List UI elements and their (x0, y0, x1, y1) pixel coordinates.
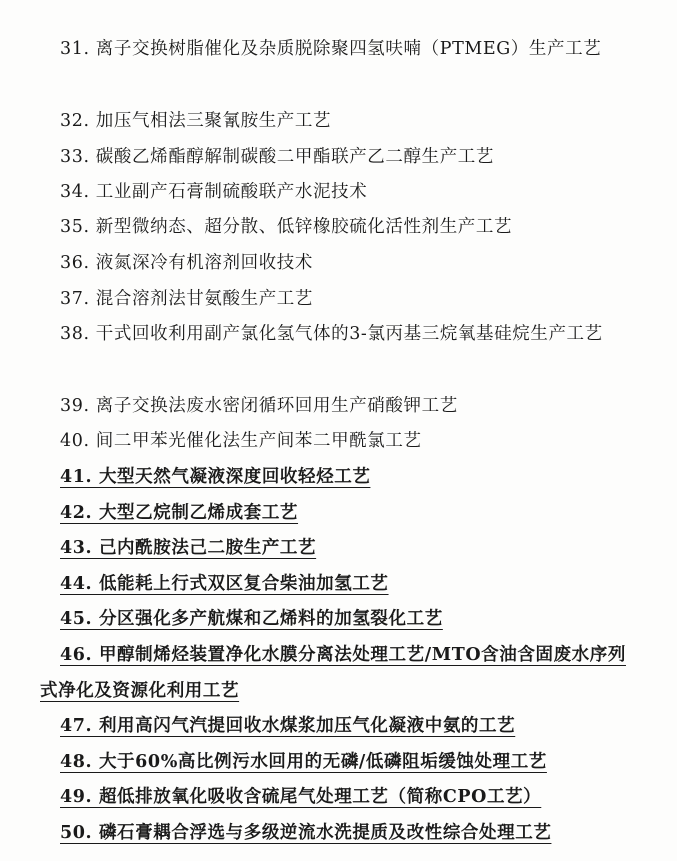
list-item (40, 282, 640, 318)
list-item-text: 35. 新型微纳态、超分散、低锌橡胶硫化活性剂生产工艺 (60, 217, 513, 237)
list-item-text: 33. 碳酸乙烯酯醇解制碳酸二甲酯联产乙二醇生产工艺 (60, 147, 494, 167)
list-item (40, 745, 640, 781)
list-item-text: 49. 超低排放氧化吸收含硫尾气处理工艺（简称CPO工艺） (60, 787, 542, 807)
list-item (40, 638, 640, 710)
list-item-text: 45. 分区强化多产航煤和乙烯料的加氢裂化工艺 (60, 609, 443, 629)
list-item (40, 709, 640, 745)
list-item (40, 389, 640, 425)
list-item (40, 175, 640, 211)
list-item-text: 37. 混合溶剂法甘氨酸生产工艺 (60, 289, 313, 309)
list-item (40, 140, 640, 176)
list-item-text: 40. 间二甲苯光催化法生产间苯二甲酰氯工艺 (60, 431, 422, 451)
list-item (40, 210, 640, 246)
list-item (40, 460, 640, 496)
list-item (40, 246, 640, 282)
list-item (40, 780, 640, 816)
list-item-text: 43. 己内酰胺法己二胺生产工艺 (60, 538, 317, 558)
list-item-text: 46. 甲醇制烯烃装置净化水膜分离法处理工艺/MTO含油含固废水序列式净化及资源化利用工艺 (40, 645, 626, 701)
list-item-text: 47. 利用高闪气汽提回收水煤浆加压气化凝液中氨的工艺 (60, 716, 516, 736)
list-item (40, 496, 640, 532)
list-item-text: 39. 离子交换法废水密闭循环回用生产硝酸钾工艺 (60, 396, 458, 416)
list-item (40, 32, 640, 104)
list-item (40, 816, 640, 852)
list-item (40, 317, 640, 389)
list-item (40, 567, 640, 603)
list-item-text: 38. 干式回收利用副产氯化氢气体的3-氯丙基三烷氧基硅烷生产工艺 (60, 324, 603, 344)
list-item (40, 531, 640, 567)
list-item-text: 32. 加压气相法三聚氰胺生产工艺 (60, 111, 332, 131)
list-item-text: 44. 低能耗上行式双区复合柴油加氢工艺 (60, 574, 389, 594)
list-item-text: 42. 大型乙烷制乙烯成套工艺 (60, 503, 299, 523)
list-item-text: 48. 大于60%高比例污水回用的无磷/低磷阻垢缓蚀处理工艺 (60, 752, 547, 772)
list-item (40, 424, 640, 460)
list-item (40, 602, 640, 638)
list-item-text: 36. 液氮深冷有机溶剂回收技术 (60, 253, 313, 273)
list-item-text: 41. 大型天然气凝液深度回收轻烃工艺 (60, 467, 371, 487)
list-item (40, 104, 640, 140)
list-item-text: 50. 磷石膏耦合浮选与多级逆流水洗提质及改性综合处理工艺 (60, 823, 552, 843)
list-item-text: 31. 离子交换树脂催化及杂质脱除聚四氢呋喃（PTMEG）生产工艺 (60, 39, 602, 59)
list-item-text: 34. 工业副产石膏制硫酸联产水泥技术 (60, 182, 368, 202)
